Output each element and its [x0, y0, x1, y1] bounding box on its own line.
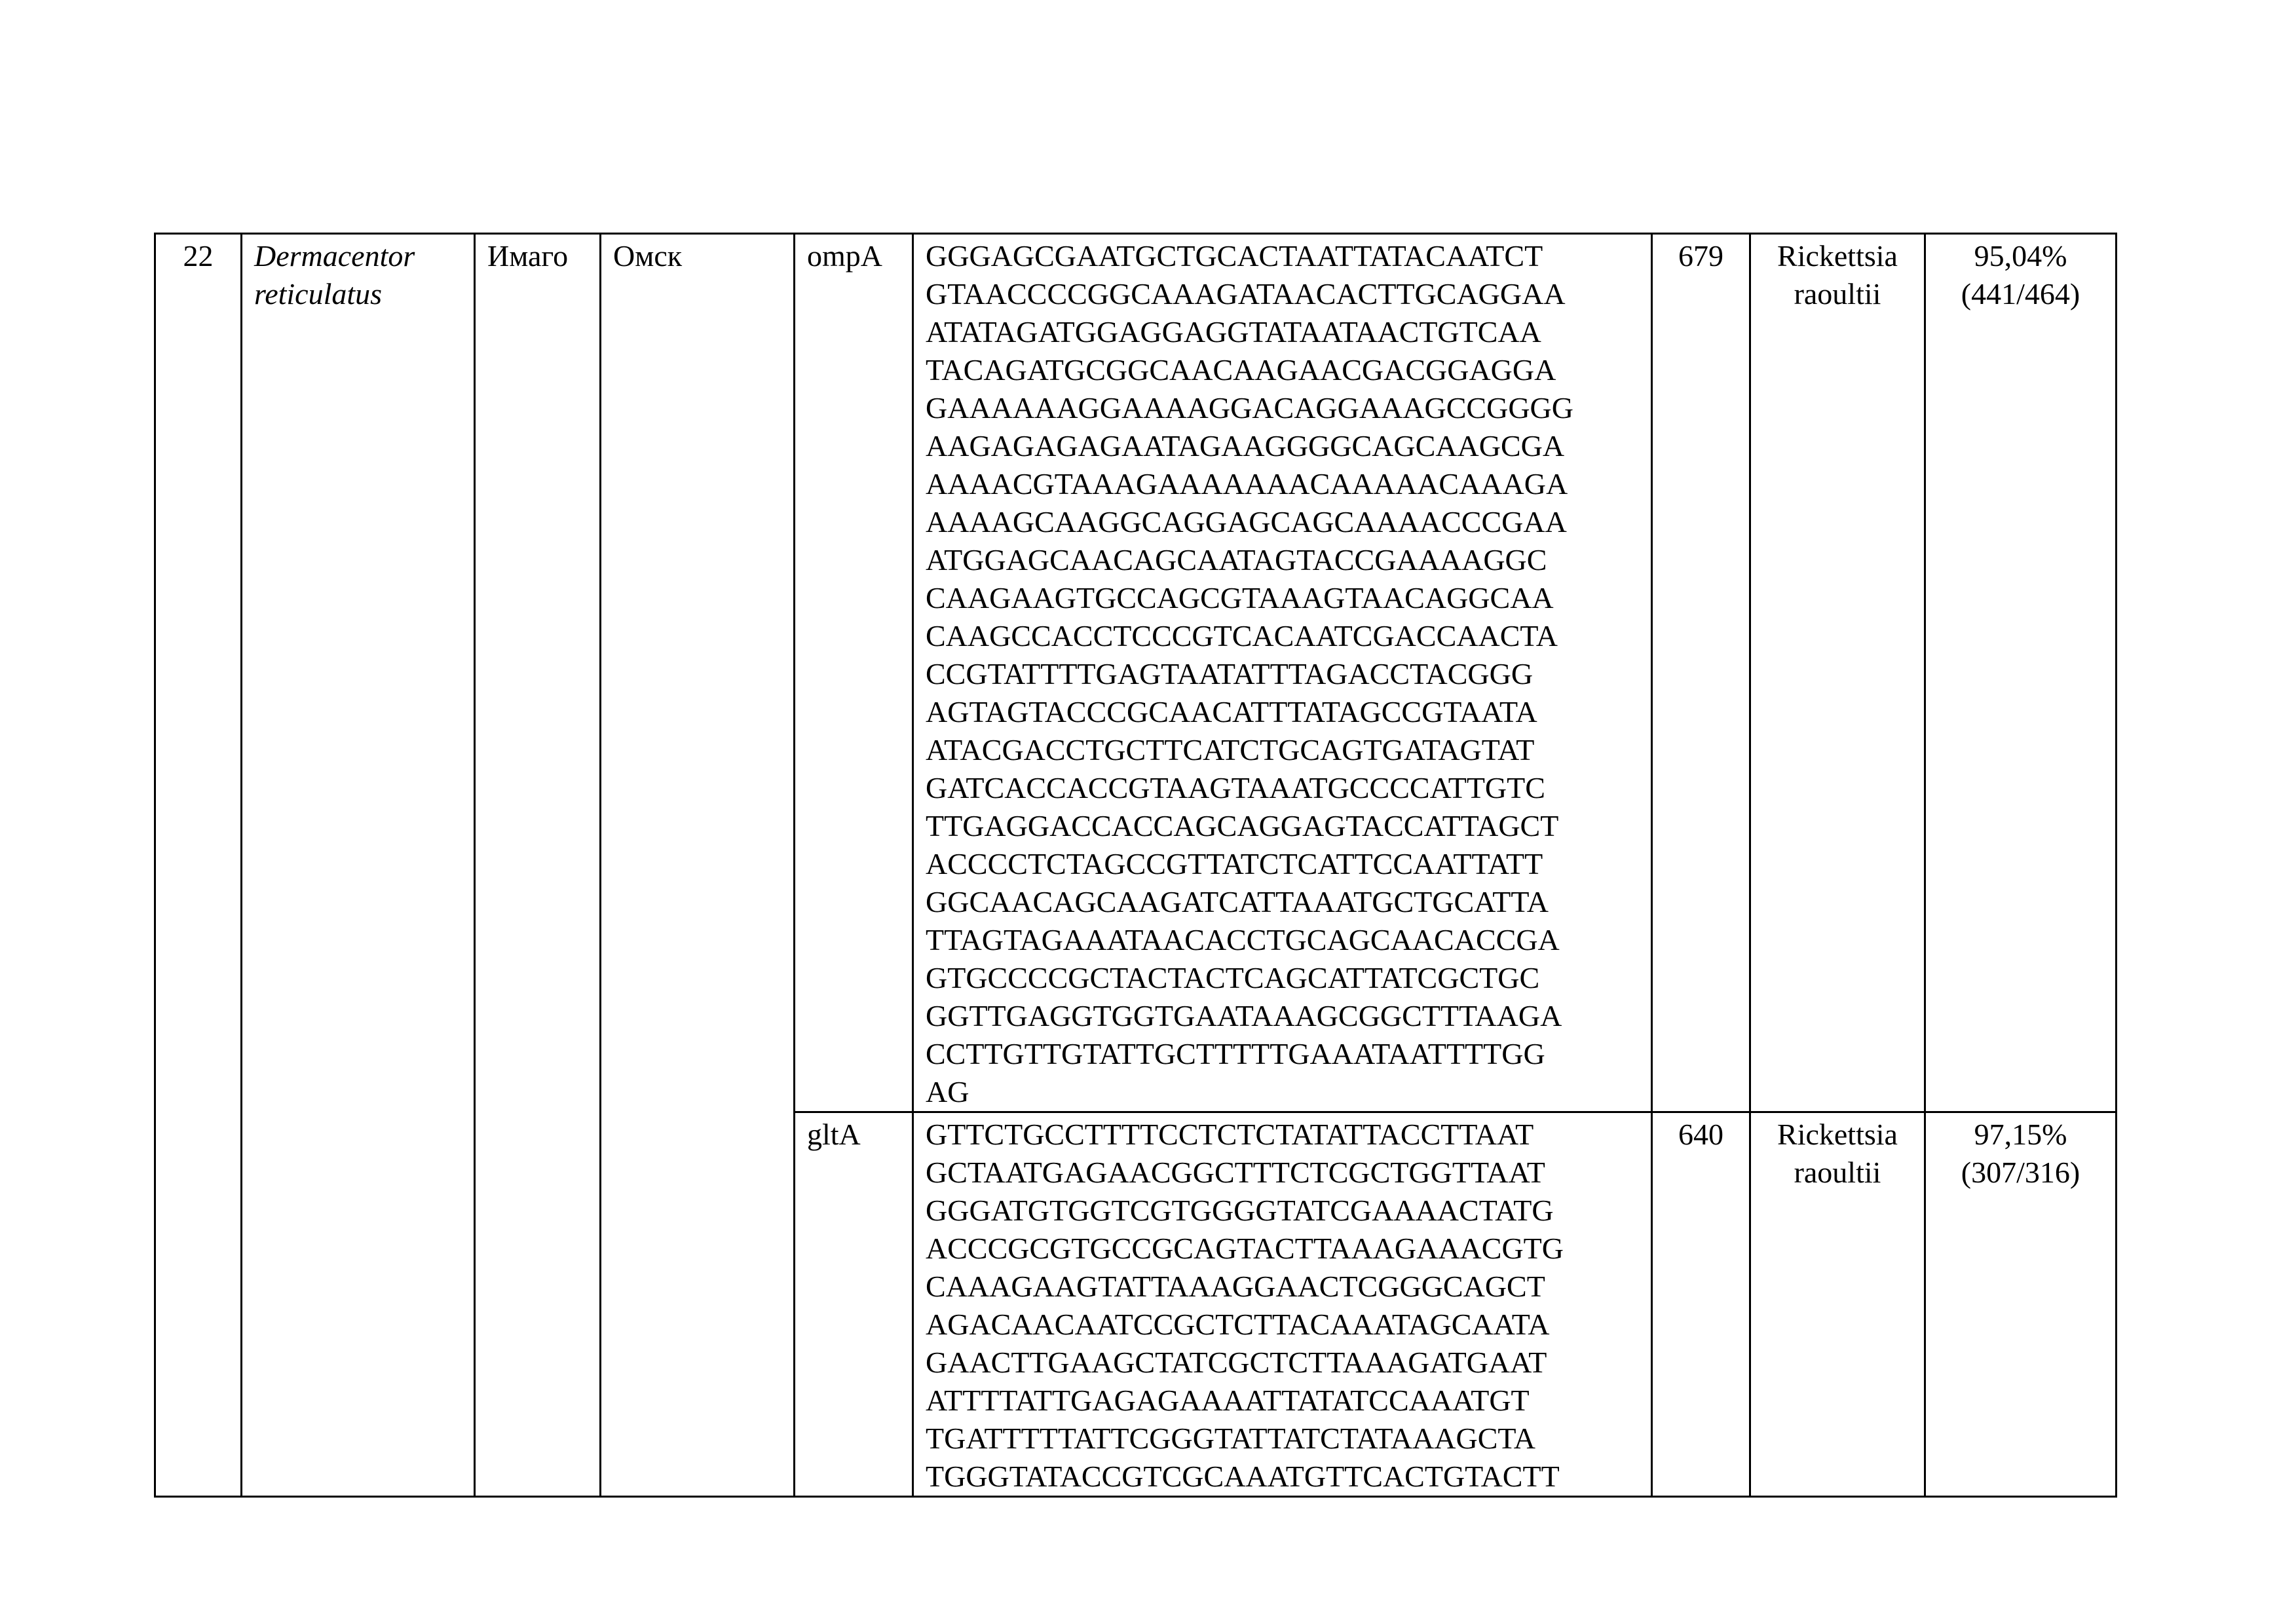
results-table: [154, 233, 2117, 1498]
sequence-line: GAACTTGAAGCTATCGCTCTTAAAGATGAAT: [926, 1346, 1547, 1379]
sequence-line: GTTCTGCCTTTTCCTCTCTATATTACCTTAAT: [926, 1118, 1534, 1151]
identity-ratio: (441/464): [1961, 277, 2080, 311]
sequence-cell: [913, 1112, 1652, 1497]
sequence-cell: [913, 234, 1652, 1112]
sequence-line: AAAACGTAAAGAAAAAAACAAAAACAAAGA: [926, 467, 1568, 500]
sequence-line: GTGCCCCGCTACTACTCAGCATTATCGCTGC: [926, 961, 1540, 994]
sequence-line: CCTTGTTGTATTGCTTTTTGAAATAATTTTGG: [926, 1037, 1545, 1070]
sequence-line: TACAGATGCGGCAACAAGAACGACGGAGGA: [926, 353, 1556, 387]
match-species: raoultii: [1794, 1156, 1881, 1189]
length-cell: 679: [1652, 234, 1750, 1112]
match-genus: Rickettsia: [1777, 1118, 1898, 1151]
length-cell: 640: [1652, 1112, 1750, 1497]
sequence-line: ATATAGATGGAGGAGGTATAATAACTGTCAA: [926, 315, 1541, 349]
identity-ratio: (307/316): [1961, 1156, 2080, 1189]
sequence-line: CAAGCCACCTCCCGTCACAATCGACCAACTA: [926, 619, 1558, 652]
sequence-line: GATCACCACCGTAAGTAAATGCCCCATTGTC: [926, 771, 1545, 804]
sequence-line: AGACAACAATCCGCTCTTACAAATAGCAATA: [926, 1308, 1550, 1341]
sequence-line: ACCCCTCTAGCCGTTATCTCATTCCAATTATT: [926, 847, 1543, 880]
gene-cell: ompA: [795, 234, 913, 1112]
identity-percent: 95,04%: [1974, 239, 2067, 273]
sequence-line: TGGGTATACCGTCGCAAATGTTCACTGTACTT: [926, 1460, 1560, 1493]
sequence-line: AG: [926, 1075, 969, 1108]
sequence-line: GGCAACAGCAAGATCATTAAATGCTGCATTA: [926, 885, 1549, 918]
match-genus: Rickettsia: [1777, 239, 1898, 273]
table-row: [155, 234, 2117, 1112]
sequence-line: ATGGAGCAACAGCAATAGTACCGAAAAGGC: [926, 543, 1547, 576]
sequence-line: ACCCGCGTGCCGCAGTACTTAAAGAAACGTG: [926, 1232, 1564, 1265]
sequence-line: AAAAGCAAGGCAGGAGCAGCAAAACCCGAA: [926, 505, 1567, 538]
match-species: raoultii: [1794, 277, 1881, 311]
species-epithet: reticulatus: [254, 277, 383, 311]
sequence-line: GCTAATGAGAACGGCTTTCTCGCTGGTTAAT: [926, 1156, 1545, 1189]
sequence-line: GGGAGCGAATGCTGCACTAATTATACAATCT: [926, 239, 1543, 273]
sequence-line: CCGTATTTTGAGTAATATTTAGACCTACGGG: [926, 657, 1534, 690]
match-cell: [1750, 1112, 1925, 1497]
identity-cell: [1925, 234, 2117, 1112]
identity-percent: 97,15%: [1974, 1118, 2067, 1151]
match-cell: [1750, 234, 1925, 1112]
sequence-line: AGTAGTACCCGCAACATTTATAGCCGTAATA: [926, 695, 1537, 728]
location-cell: Омск: [601, 234, 795, 1497]
gene-cell: gltA: [795, 1112, 913, 1497]
sequence-line: GGGATGTGGTCGTGGGGTATCGAAAACTATG: [926, 1194, 1554, 1227]
sequence-line: AAGAGAGAGAATAGAAGGGGCAGCAAGCGA: [926, 429, 1565, 463]
sequence-line: ATACGACCTGCTTCATCTGCAGTGATAGTAT: [926, 733, 1535, 766]
sequence-line: CAAAGAAGTATTAAAGGAACTCGGGCAGCT: [926, 1270, 1545, 1303]
sequence-line: CAAGAAGTGCCAGCGTAAAGTAACAGGCAA: [926, 581, 1554, 614]
stage-cell: Имаго: [475, 234, 601, 1497]
sequence-line: TTGAGGACCACCAGCAGGAGTACCATTAGCT: [926, 809, 1559, 842]
sequence-line: TGATTTTTATTCGGGTATTATCTATAAAGCTA: [926, 1422, 1536, 1455]
species-cell: [242, 234, 475, 1497]
sequence-line: GAAAAAAGGAAAAGGACAGGAAAGCCGGGG: [926, 391, 1573, 425]
sequence-line: ATTTTATTGAGAGAAAATTATATCCAAATGT: [926, 1384, 1530, 1417]
species-genus: Dermacentor: [254, 239, 415, 273]
sequence-line: TTAGTAGAAATAACACCTGCAGCAACACCGA: [926, 923, 1560, 956]
row-number: 22: [155, 234, 242, 1497]
identity-cell: [1925, 1112, 2117, 1497]
sequence-line: GGTTGAGGTGGTGAATAAAGCGGCTTTAAGA: [926, 999, 1562, 1032]
sequence-line: GTAACCCCGGCAAAGATAACACTTGCAGGAA: [926, 277, 1566, 311]
